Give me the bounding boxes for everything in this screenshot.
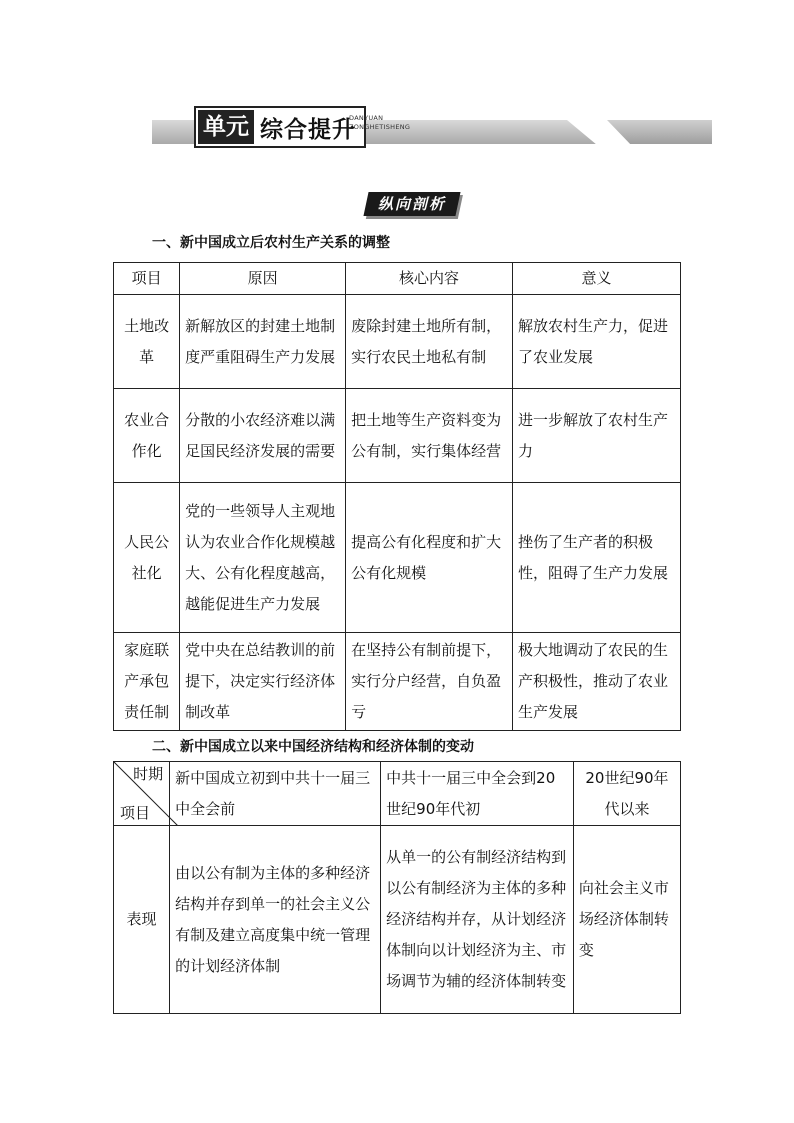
row-cause: 党中央在总结教训的前提下，决定实行经济体制改革	[180, 633, 346, 731]
diagonal-header-cell	[114, 762, 170, 826]
banner-title-part2: 综合提升	[260, 116, 356, 143]
banner-pinyin	[349, 114, 410, 132]
table-row	[114, 295, 681, 389]
row-meaning: 极大地调动了农民的生产积极性，推动了农业生产发展	[513, 633, 681, 731]
diag-period-label: 时期	[133, 765, 164, 783]
banner-title	[194, 106, 366, 148]
row-cell: 向社会主义市场经济体制转变	[573, 826, 680, 1014]
header-meaning: 意义	[513, 263, 681, 295]
banner-title-part1: 单元	[198, 110, 254, 144]
table-row	[114, 483, 681, 633]
row-content: 在坚持公有制前提下，实行分户经营，自负盈亏	[346, 633, 513, 731]
diag-item-label: 项目	[120, 804, 151, 822]
row-item: 土地改革	[114, 295, 180, 389]
row-item: 人民公社化	[114, 483, 180, 633]
period-header: 20世纪90年代以来	[573, 762, 680, 826]
header-cause: 原因	[180, 263, 346, 295]
row-content: 把土地等生产资料变为公有制，实行集体经营	[346, 389, 513, 483]
row-content: 提高公有化程度和扩大公有化规模	[346, 483, 513, 633]
rural-relations-table	[113, 262, 681, 731]
section1-title: 一、新中国成立后农村生产关系的调整	[152, 235, 390, 251]
period-header: 中共十一届三中全会到20世纪90年代初	[381, 762, 574, 826]
header-content: 核心内容	[346, 263, 513, 295]
table-row	[114, 633, 681, 731]
row-meaning: 挫伤了生产者的积极性，阻碍了生产力发展	[513, 483, 681, 633]
pinyin-line1: DANYUAN	[349, 114, 384, 122]
row-cell: 从单一的公有制经济结构到以公有制经济为主体的多种经济结构并存，从计划经济体制向以计划经济为主、市场调节为辅的经济体制转变	[381, 826, 574, 1014]
row-label: 表现	[114, 826, 170, 1014]
row-meaning: 解放农村生产力，促进了农业发展	[513, 295, 681, 389]
period-header: 新中国成立初到中共十一届三中全会前	[170, 762, 381, 826]
row-content: 废除封建土地所有制，实行农民土地私有制	[346, 295, 513, 389]
section2-title: 二、新中国成立以来中国经济结构和经济体制的变动	[152, 739, 474, 755]
table-row	[114, 826, 681, 1014]
row-meaning: 进一步解放了农村生产力	[513, 389, 681, 483]
row-cell: 由以公有制为主体的多种经济结构并存到单一的社会主义公有制及建立高度集中统一管理的计划经济体制	[170, 826, 381, 1014]
row-item: 农业合作化	[114, 389, 180, 483]
table-header-row	[114, 762, 681, 826]
row-cause: 新解放区的封建土地制度严重阻碍生产力发展	[180, 295, 346, 389]
subheading-text: 纵向剖析	[377, 195, 446, 213]
row-cause: 党的一些领导人主观地认为农业合作化规模越大、公有化程度越高，越能促进生产力发展	[180, 483, 346, 633]
header-item: 项目	[114, 263, 180, 295]
pinyin-line2: ZONGHETISHENG	[349, 123, 411, 131]
row-item: 家庭联产承包责任制	[114, 633, 180, 731]
economic-structure-table	[113, 761, 681, 1014]
table-row	[114, 389, 681, 483]
table-header-row	[114, 263, 681, 295]
subheading-badge	[366, 192, 458, 216]
unit-banner	[152, 114, 712, 146]
row-cause: 分散的小农经济难以满足国民经济发展的需要	[180, 389, 346, 483]
